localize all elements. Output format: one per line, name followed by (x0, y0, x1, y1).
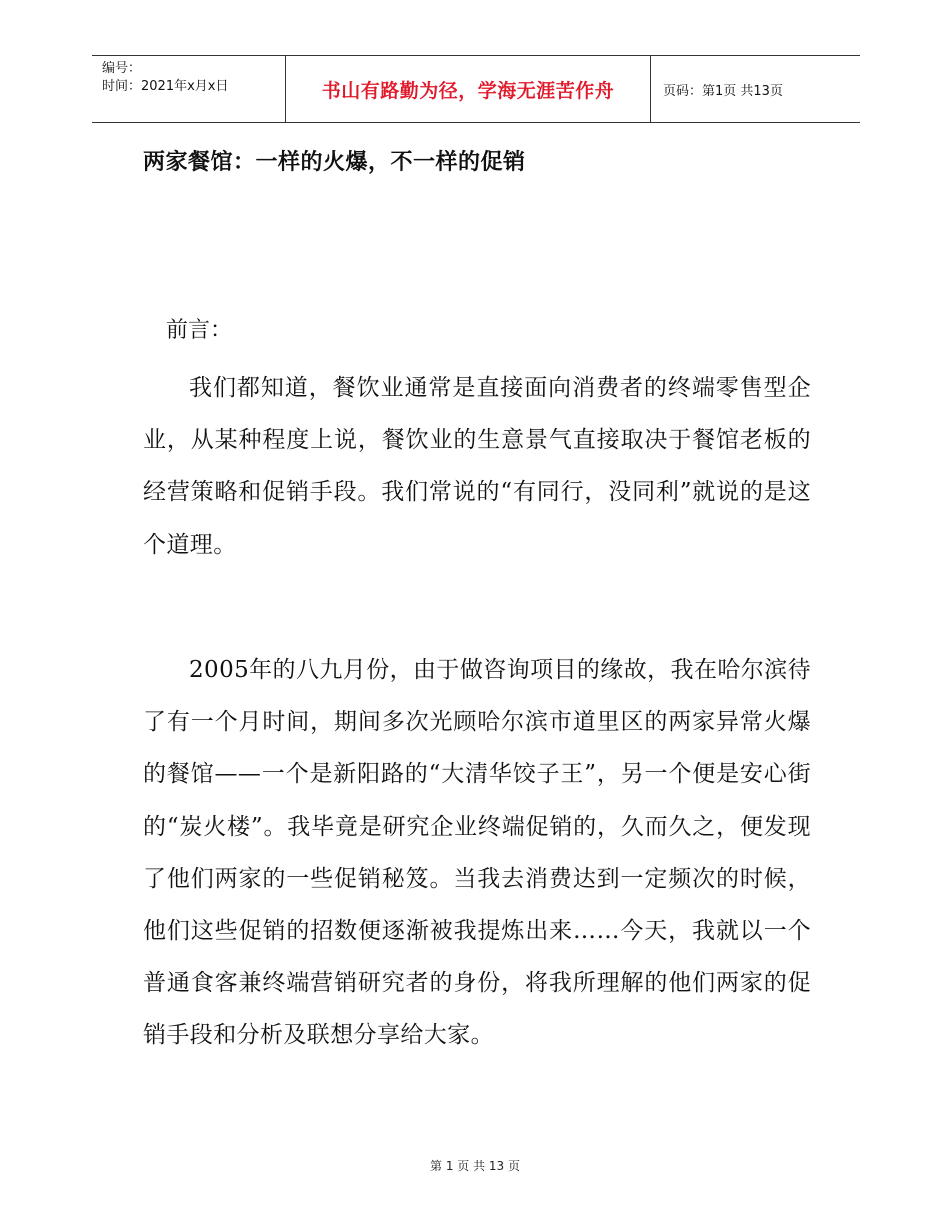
page-header (92, 55, 860, 123)
paragraph-story: 2005年的八九月份，由于做咨询项目的缘故，我在哈尔滨待了有一个月时间，期间多次光顾哈尔滨市道里区的两家异常火爆的餐馆——一个是新阳路的“大清华饺子王”，另一个便是安心街的“炭火楼”。我毕竟是研究企业终端促销的，久而久之，便发现了他们两家的一些促销秘笈。当我去消费达到一定频次的时候，他们这些促销的招数便逐渐被我提炼出来……今天，我就以一个普通食客兼终端营销研究者的身份，将我所理解的他们两家的促销手段和分析及联想分享给大家。 (143, 657, 811, 1049)
preface-heading: 前言： (166, 318, 233, 343)
number-label: 编号： (102, 61, 142, 76)
page-footer: 第 1 页 共 13 页 (430, 1159, 520, 1173)
header-page-info: 页码：第1页 共13页 (663, 83, 783, 99)
header-meta-cell (92, 56, 286, 122)
header-motto: 书山有路勤为径，学海无涯苦作舟 (286, 56, 651, 122)
document-title: 两家餐馆：一样的火爆，不一样的促销 (143, 150, 526, 175)
paragraph-intro: 我们都知道，餐饮业通常是直接面向消费者的终端零售型企业，从某种程度上说，餐饮业的生意景气直接取决于餐馆老板的经营策略和促销手段。我们常说的“有同行，没同利”就说的是这个道理。 (143, 375, 811, 558)
time-label: 时间：2021年x月x日 (102, 79, 229, 94)
